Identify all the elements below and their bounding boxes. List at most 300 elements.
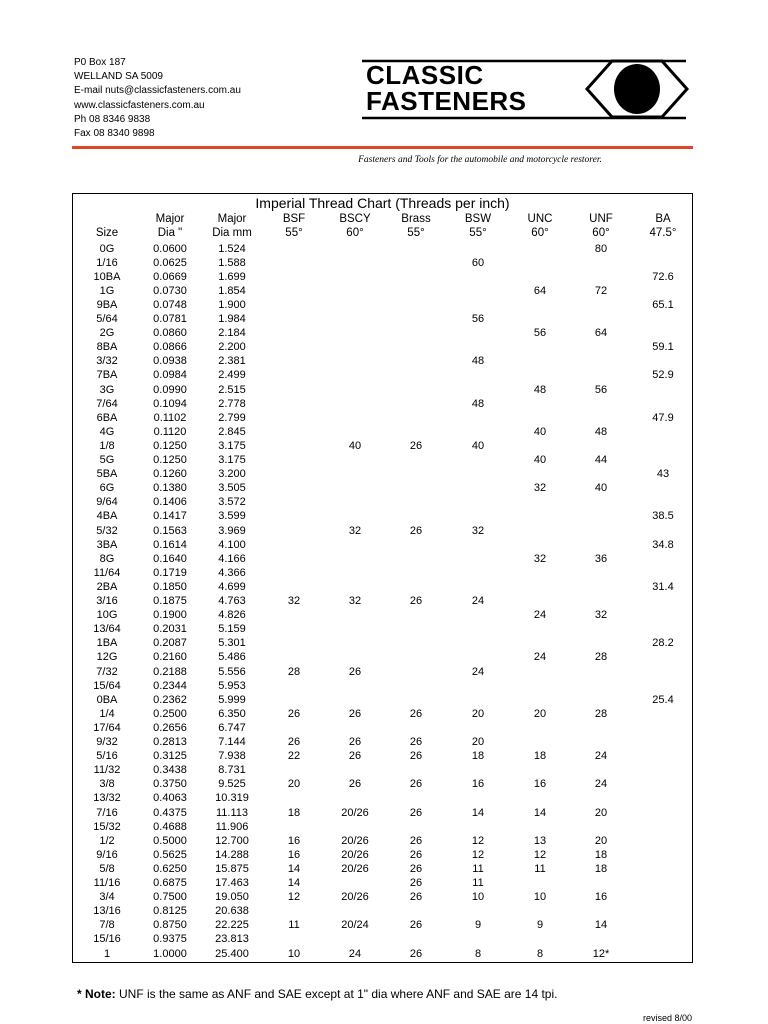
- table-cell: 1.524: [218, 242, 246, 255]
- table-cell: 0.1875: [153, 595, 187, 607]
- table-cell: 24: [594, 750, 608, 763]
- table-cell: 28: [594, 707, 608, 720]
- table-cell: 38.5: [652, 510, 674, 523]
- table-cell: 1.854: [218, 284, 246, 297]
- table-cell: 0BA: [96, 693, 118, 706]
- table-cell: 26: [348, 750, 362, 763]
- table-cell: 14: [287, 877, 301, 889]
- table-cell: 9: [536, 919, 544, 932]
- column-header-top: Major: [155, 213, 185, 225]
- table-cell: 9/16: [96, 848, 118, 861]
- table-cell: 26: [409, 947, 423, 960]
- table-cell: 48: [471, 397, 485, 410]
- table-cell: 2.845: [218, 425, 246, 438]
- table-cell: 0.8125: [153, 905, 187, 918]
- table-cell: 44: [594, 454, 608, 466]
- table-cell: 26: [348, 778, 362, 791]
- table-cell: 11: [472, 862, 484, 875]
- table-cell: 43: [656, 468, 670, 481]
- table-cell: 19.050: [215, 891, 249, 904]
- table-cell: 3G: [99, 383, 115, 396]
- table-cell: 9BA: [96, 298, 118, 311]
- header-divider: [72, 146, 693, 149]
- email: E-mail nuts@classicfasteners.com.au: [74, 85, 241, 97]
- column-header-bottom: Size: [95, 227, 119, 239]
- table-cell: 0.3750: [153, 778, 187, 791]
- table-cell: 26: [409, 877, 423, 889]
- table-cell: 31.4: [652, 580, 674, 593]
- table-cell: 0.5000: [153, 834, 187, 847]
- table-cell: 13/16: [93, 905, 121, 918]
- table-cell: 9/32: [96, 736, 118, 748]
- table-cell: 11: [472, 877, 484, 889]
- table-cell: 64: [533, 284, 547, 297]
- table-cell: 0.1900: [153, 609, 187, 622]
- column-header-bottom: Dia ": [157, 227, 183, 239]
- table-cell: 0.5625: [153, 848, 187, 861]
- table-cell: 1.0000: [153, 947, 187, 960]
- table-cell: 5.301: [218, 637, 246, 650]
- table-cell: 5/32: [96, 524, 118, 537]
- table-cell: 56: [594, 383, 608, 396]
- table-cell: 40: [471, 439, 485, 452]
- table-cell: 26: [348, 665, 362, 678]
- table-cell: 5BA: [96, 468, 118, 481]
- table-cell: 24: [348, 947, 362, 960]
- table-cell: 20: [287, 778, 301, 791]
- table-cell: 3/8: [99, 778, 115, 791]
- table-cell: 6G: [99, 482, 115, 495]
- table-cell: 0.0600: [153, 242, 187, 255]
- table-cell: 4.826: [218, 609, 246, 622]
- table-cell: 0.0984: [153, 369, 187, 382]
- column-header-bottom: Dia mm: [212, 227, 252, 239]
- table-cell: 0.2362: [153, 693, 187, 706]
- table-cell: 0.8750: [153, 919, 187, 932]
- chart-title: Imperial Thread Chart (Threads per inch): [255, 195, 510, 211]
- table-cell: 24: [471, 665, 485, 678]
- table-cell: 12*: [592, 947, 610, 960]
- table-cell: 25.400: [215, 947, 249, 960]
- table-cell: 2.184: [218, 327, 246, 340]
- table-cell: 18: [533, 750, 547, 763]
- table-cell: 14: [594, 919, 608, 932]
- table-cell: 13: [533, 834, 547, 847]
- table-cell: 72.6: [652, 270, 674, 283]
- table-cell: 26: [348, 707, 362, 720]
- table-cell: 5/8: [99, 862, 115, 875]
- table-cell: 0.0990: [153, 383, 187, 396]
- table-cell: 11: [534, 862, 546, 875]
- table-cell: 20/26: [341, 834, 369, 847]
- table-cell: 20/26: [341, 862, 369, 875]
- table-cell: 3.599: [218, 510, 246, 523]
- table-cell: 72: [594, 284, 608, 297]
- table-cell: 20/26: [341, 848, 369, 861]
- table-cell: 0.0748: [153, 298, 187, 311]
- column-header-top: BA: [655, 213, 671, 225]
- footnote: [77, 987, 557, 1001]
- footnote-text: UNF is the same as ANF and SAE except at 1" dia where ANF and SAE are 14 tpi.: [115, 987, 558, 1001]
- table-cell: 14: [471, 806, 485, 819]
- table-cell: 0.4063: [153, 792, 187, 805]
- table-cell: 5.999: [218, 693, 246, 706]
- table-cell: 0.2188: [153, 665, 187, 678]
- table-cell: 3.505: [218, 482, 246, 495]
- table-cell: 18: [287, 806, 301, 819]
- table-cell: 0.1260: [153, 468, 187, 481]
- table-cell: 7.938: [218, 750, 246, 763]
- table-cell: 10: [471, 891, 485, 904]
- table-cell: 25.4: [652, 693, 674, 706]
- table-cell: 32: [471, 524, 485, 537]
- table-cell: 0.2344: [153, 679, 187, 692]
- table-cell: 26: [409, 524, 423, 537]
- table-cell: 5.486: [218, 651, 246, 664]
- table-cell: 1BA: [96, 637, 118, 650]
- table-cell: 20: [594, 834, 608, 847]
- table-cell: 32: [533, 482, 547, 495]
- table-cell: 26: [409, 848, 423, 861]
- table-cell: 0.2160: [153, 651, 187, 664]
- table-cell: 9.525: [218, 778, 246, 791]
- table-cell: 0.1102: [153, 411, 187, 424]
- table-cell: 7/64: [96, 397, 118, 410]
- table-cell: 4BA: [96, 510, 118, 523]
- table-cell: 0.2031: [153, 623, 187, 636]
- table-cell: 2.515: [218, 383, 246, 396]
- table-cell: 16: [287, 834, 301, 847]
- table-cell: 0.6250: [153, 862, 187, 875]
- revision-date: revised 8/00: [642, 1013, 692, 1023]
- table-cell: 14: [287, 862, 301, 875]
- table-cell: 28: [287, 665, 301, 678]
- table-cell: 12G: [96, 651, 118, 664]
- table-cell: 26: [409, 439, 423, 452]
- table-cell: 12: [287, 891, 301, 904]
- table-cell: 47.9: [652, 411, 674, 424]
- column-header-top: UNF: [589, 213, 613, 225]
- table-cell: 52.9: [652, 369, 674, 382]
- table-cell: 1/4: [99, 707, 115, 720]
- table-cell: 20: [471, 736, 485, 748]
- table-cell: 48: [594, 425, 608, 438]
- table-cell: 0.1614: [153, 538, 187, 551]
- table-cell: 12.700: [215, 834, 249, 847]
- table-cell: 6BA: [96, 411, 118, 424]
- table-cell: 11: [288, 919, 300, 932]
- table-cell: 26: [409, 862, 423, 875]
- table-cell: 23.813: [215, 933, 249, 946]
- column-header-top: UNC: [527, 213, 553, 225]
- table-cell: 13/32: [93, 792, 121, 805]
- table-cell: 20/26: [341, 806, 369, 819]
- footnote-label: * Note:: [77, 987, 116, 1001]
- table-cell: 5.953: [218, 679, 246, 692]
- table-cell: 48: [471, 355, 485, 368]
- table-cell: 0.0730: [153, 284, 187, 297]
- table-cell: 26: [409, 919, 423, 932]
- table-cell: 0.1850: [153, 580, 187, 593]
- table-cell: 1.588: [218, 256, 246, 269]
- table-cell: 17/64: [93, 721, 121, 734]
- table-cell: 1/2: [99, 834, 115, 847]
- table-cell: 14: [533, 806, 547, 819]
- table-cell: 0.4688: [153, 820, 187, 833]
- table-cell: 0.7500: [153, 891, 187, 904]
- table-cell: 0.1250: [153, 439, 187, 452]
- table-cell: 0.0669: [153, 270, 187, 283]
- table-cell: 26: [287, 707, 301, 720]
- table-cell: 8: [536, 947, 544, 960]
- table-cell: 32: [533, 552, 547, 565]
- table-cell: 26: [348, 736, 362, 748]
- table-cell: 26: [287, 736, 301, 748]
- table-cell: 0.2813: [153, 736, 187, 748]
- table-cell: 22: [287, 750, 301, 763]
- table-cell: 15/32: [93, 820, 121, 833]
- table-cell: 1: [103, 947, 111, 960]
- table-cell: 1/8: [99, 439, 115, 452]
- column-header-bottom: 60°: [592, 227, 610, 239]
- table-cell: 10: [533, 891, 547, 904]
- table-cell: 0.4375: [153, 806, 187, 819]
- table-cell: 80: [594, 242, 608, 255]
- table-cell: 34.8: [652, 538, 674, 551]
- table-cell: 0.1120: [153, 425, 187, 438]
- website: www.classicfasteners.com.au: [74, 99, 205, 111]
- table-cell: 0.9375: [153, 933, 187, 946]
- table-cell: 18: [594, 862, 608, 875]
- table-cell: 10.319: [215, 792, 249, 805]
- table-cell: 5/64: [96, 313, 118, 325]
- table-cell: 5G: [99, 454, 115, 466]
- table-cell: 10BA: [93, 270, 121, 283]
- table-cell: 16: [287, 848, 301, 861]
- table-cell: 56: [533, 327, 547, 340]
- table-cell: 26: [409, 806, 423, 819]
- table-cell: 20: [594, 806, 608, 819]
- table-cell: 56: [471, 313, 485, 325]
- table-cell: 26: [409, 891, 423, 904]
- table-cell: 59.1: [652, 341, 674, 354]
- table-cell: 20/24: [341, 919, 369, 932]
- table-cell: 0G: [99, 242, 115, 255]
- table-cell: 2.499: [218, 369, 246, 382]
- table-cell: 4.166: [218, 552, 246, 565]
- table-cell: 16: [594, 891, 608, 904]
- table-cell: 18: [471, 750, 485, 763]
- table-cell: 16: [471, 778, 485, 791]
- table-cell: 0.2500: [153, 707, 187, 720]
- table-cell: 15/16: [93, 933, 121, 946]
- table-cell: 20/26: [341, 891, 369, 904]
- table-cell: 9: [474, 919, 482, 932]
- table-cell: 0.1406: [153, 496, 187, 509]
- table-cell: 32: [348, 595, 362, 607]
- table-cell: 3.175: [218, 454, 246, 466]
- table-cell: 3.572: [218, 496, 246, 509]
- table-cell: 5/16: [96, 750, 118, 763]
- po-box: P0 Box 187: [74, 57, 126, 68]
- table-cell: 3.969: [218, 524, 246, 537]
- table-cell: 14.288: [215, 848, 249, 861]
- tagline: Fasteners and Tools for the automobile and motorcycle restorer.: [358, 155, 602, 165]
- table-cell: 40: [533, 425, 547, 438]
- table-cell: 7.144: [218, 736, 246, 748]
- table-cell: 26: [409, 750, 423, 763]
- table-cell: 3.200: [218, 468, 246, 481]
- table-cell: 7BA: [96, 369, 118, 382]
- table-cell: 0.1719: [153, 566, 187, 579]
- table-cell: 0.6875: [153, 877, 187, 889]
- table-cell: 22.225: [215, 919, 249, 932]
- table-cell: 7/8: [99, 919, 115, 932]
- table-cell: 17.463: [215, 877, 249, 889]
- table-cell: 20: [533, 707, 547, 720]
- table-cell: 32: [348, 524, 362, 537]
- table-cell: 12: [533, 848, 547, 861]
- column-header-top: Brass: [401, 213, 431, 225]
- table-cell: 0.0781: [153, 313, 187, 325]
- brand-name-line2: FASTENERS: [366, 86, 527, 116]
- table-cell: 1.900: [218, 298, 246, 311]
- table-cell: 12: [471, 848, 485, 861]
- table-cell: 24: [594, 778, 608, 791]
- table-cell: 0.0938: [153, 355, 187, 368]
- table-cell: 4.100: [218, 538, 246, 551]
- table-cell: 0.1250: [153, 454, 187, 466]
- table-cell: 1.984: [218, 313, 246, 325]
- table-cell: 5.556: [218, 665, 246, 678]
- table-cell: 8.731: [218, 764, 246, 777]
- table-cell: 24: [533, 651, 547, 664]
- column-header-bottom: 55°: [285, 227, 303, 239]
- table-cell: 0.1380: [153, 482, 187, 495]
- table-cell: 6.747: [218, 721, 246, 734]
- column-header-top: BSF: [282, 213, 306, 225]
- table-cell: 1.699: [218, 270, 246, 283]
- table-cell: 8G: [99, 552, 115, 565]
- table-cell: 40: [594, 482, 608, 495]
- column-header-top: BSCY: [339, 213, 371, 225]
- table-cell: 4.366: [218, 566, 246, 579]
- city: WELLAND SA 5009: [74, 71, 163, 83]
- table-cell: 3.175: [218, 439, 246, 452]
- thread-chart-table: [72, 193, 693, 963]
- table-cell: 32: [287, 595, 301, 607]
- table-cell: 7/16: [96, 806, 118, 819]
- table-cell: 15/64: [93, 679, 121, 692]
- table-cell: 7/32: [96, 665, 118, 678]
- table-cell: 24: [533, 609, 547, 622]
- table-cell: 12: [471, 834, 485, 847]
- table-cell: 0.1094: [153, 397, 187, 410]
- column-header-bottom: 60°: [531, 227, 549, 239]
- column-header-bottom: 60°: [346, 227, 364, 239]
- table-cell: 64: [594, 327, 608, 340]
- table-cell: 11.906: [215, 820, 249, 833]
- table-cell: 65.1: [652, 298, 674, 311]
- contact-block: [74, 56, 241, 141]
- table-cell: 2.381: [218, 355, 246, 368]
- column-header-top: Major: [217, 213, 247, 225]
- table-cell: 15.875: [215, 862, 249, 875]
- table-cell: 0.2087: [153, 637, 187, 650]
- table-cell: 1G: [99, 284, 115, 297]
- table-cell: 5.159: [218, 623, 246, 636]
- table-cell: 3/32: [96, 355, 118, 368]
- column-header-top: BSW: [464, 213, 492, 225]
- table-cell: 26: [409, 778, 423, 791]
- table-cell: 3BA: [96, 538, 118, 551]
- table-cell: 0.1417: [153, 510, 187, 523]
- table-cell: 0.0866: [153, 341, 187, 354]
- table-cell: 1/16: [96, 256, 118, 269]
- table-cell: 0.2656: [153, 721, 187, 734]
- table-cell: 10G: [96, 609, 118, 622]
- table-cell: 8: [474, 947, 482, 960]
- table-cell: 13/64: [93, 623, 121, 636]
- phone: Ph 08 8346 9838: [74, 113, 151, 125]
- table-cell: 18: [594, 848, 608, 861]
- table-cell: 2BA: [96, 580, 118, 593]
- column-header-bottom: 47.5°: [649, 227, 677, 239]
- table-cell: 0.0625: [153, 256, 187, 269]
- table-cell: 2.778: [218, 397, 246, 410]
- table-cell: 11.113: [215, 806, 248, 819]
- table-cell: 60: [471, 256, 485, 269]
- table-cell: 26: [409, 595, 423, 607]
- table-cell: 2.200: [218, 341, 246, 354]
- table-cell: 0.1563: [153, 524, 187, 537]
- table-cell: 11/64: [93, 566, 121, 579]
- table-cell: 40: [348, 439, 362, 452]
- table-cell: 4.699: [218, 580, 246, 593]
- table-cell: 28: [594, 651, 608, 664]
- table-cell: 26: [409, 834, 423, 847]
- table-cell: 26: [409, 736, 423, 748]
- table-cell: 2.799: [218, 411, 246, 424]
- table-cell: 2G: [99, 327, 115, 340]
- table-cell: 10: [287, 947, 301, 960]
- table-cell: 40: [533, 454, 547, 466]
- brand-name-line1: CLASSIC: [366, 60, 484, 90]
- table-cell: 20: [471, 707, 485, 720]
- table-cell: 3/4: [99, 891, 115, 904]
- table-cell: 8BA: [96, 341, 118, 354]
- table-cell: 4G: [99, 425, 115, 438]
- table-cell: 24: [471, 595, 485, 607]
- table-cell: 11/32: [93, 764, 121, 777]
- fax: Fax 08 8340 9898: [74, 128, 155, 140]
- table-cell: 20.638: [215, 905, 249, 918]
- table-cell: 4.763: [218, 595, 246, 607]
- table-cell: 0.1640: [153, 552, 187, 565]
- table-cell: 36: [594, 552, 608, 565]
- column-header-bottom: 55°: [407, 227, 425, 239]
- table-cell: 0.0860: [153, 327, 187, 340]
- table-cell: 28.2: [652, 637, 674, 650]
- table-cell: 0.3125: [153, 750, 187, 763]
- column-header-bottom: 55°: [469, 227, 487, 239]
- brand-logo: [362, 58, 692, 122]
- table-cell: 16: [533, 778, 547, 791]
- table-cell: 9/64: [96, 496, 118, 509]
- table-cell: 32: [594, 609, 608, 622]
- table-cell: 48: [533, 383, 547, 396]
- table-cell: 6.350: [218, 707, 246, 720]
